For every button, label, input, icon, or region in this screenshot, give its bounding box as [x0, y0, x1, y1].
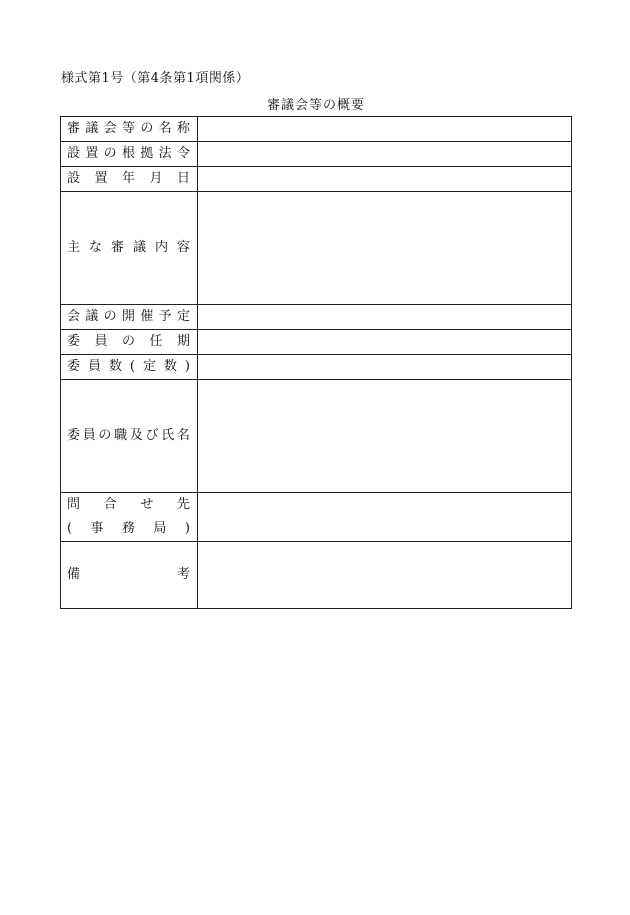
row-label-text: 委 員 の 任 期 [67, 334, 190, 349]
table-row [61, 542, 572, 609]
row-value [198, 355, 572, 380]
row-label [61, 380, 198, 493]
table-row [61, 117, 572, 142]
form-title: 審議会等の概要 [266, 98, 365, 113]
row-value [198, 192, 572, 305]
row-label [61, 192, 198, 305]
row-label-text: 審 議 会 等 の 名 称 [67, 121, 190, 136]
row-value [198, 305, 572, 330]
row-value [198, 117, 572, 142]
form-number: 様式第1号（第4条第1項関係） [61, 71, 250, 86]
row-label [61, 355, 198, 380]
table-row [61, 330, 572, 355]
row-label-text: 設 置 の 根 拠 法 令 [67, 146, 190, 161]
row-label [61, 117, 198, 142]
table-row [61, 380, 572, 493]
row-label-text: 主 な 審 議 内 容 [67, 240, 190, 255]
table-row [61, 305, 572, 330]
row-value [198, 380, 572, 493]
row-label-text: 備 考 [67, 567, 190, 582]
row-label [61, 542, 198, 609]
row-label-text: 委 員 の 職 及 び 氏 名 [67, 428, 190, 443]
overview-table [60, 116, 572, 609]
table-row [61, 355, 572, 380]
row-value [198, 493, 572, 542]
table-row [61, 167, 572, 192]
table-row [61, 192, 572, 305]
row-value [198, 542, 572, 609]
row-value [198, 330, 572, 355]
row-label [61, 167, 198, 192]
row-label-text-line2: ( 事 務 局 ) [67, 521, 190, 536]
row-label [61, 142, 198, 167]
row-label [61, 305, 198, 330]
row-label-text: 問 合 せ 先 [67, 497, 190, 512]
row-value [198, 142, 572, 167]
row-label [61, 493, 198, 542]
row-value [198, 167, 572, 192]
table-row [61, 493, 572, 542]
row-label [61, 330, 198, 355]
row-label-text: 設 置 年 月 日 [67, 171, 190, 186]
table-row [61, 142, 572, 167]
row-label-text: 会 議 の 開 催 予 定 [67, 309, 190, 324]
row-label-text: 委 員 数 ( 定 数 ) [67, 359, 190, 374]
